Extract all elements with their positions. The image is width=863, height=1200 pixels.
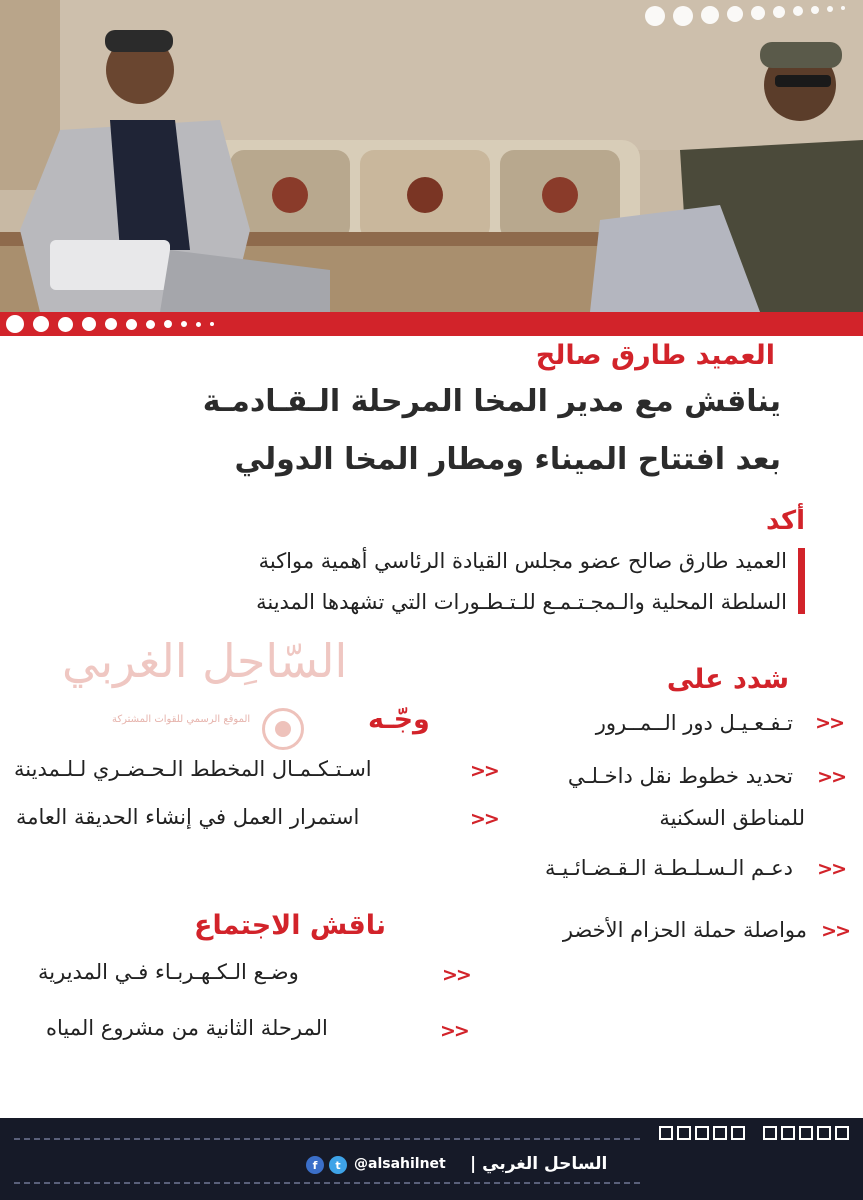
watermark-subtitle: الموقع الرسمي للقوات المشتركة	[112, 714, 251, 725]
watermark-title: السّاحِل الغربي	[62, 634, 348, 688]
footer-divider	[14, 1182, 640, 1184]
directed-item-1: اسـتـكـمـال المخطط الـحـضـري لـلـمدينة	[14, 757, 372, 781]
emphasized-item-3: دعـم الـسـلـطـة الـقـضـائـيـة	[544, 856, 793, 880]
meeting-photo-illustration	[0, 0, 863, 312]
twitter-icon[interactable]: t	[329, 1156, 347, 1174]
confirmed-line-2: السلطة المحلية والـمجـتـمـع للـتـطـورات التي تشهدها المدينة	[256, 590, 787, 614]
arrow-icon: >>	[817, 766, 845, 788]
arrow-icon: >>	[821, 920, 849, 942]
arrow-icon: >>	[442, 964, 470, 986]
social-icons	[306, 1156, 347, 1174]
discussed-heading: ناقش الاجتماع	[194, 910, 387, 941]
emphasized-item-1: تـفـعـيـل دور الــمــرور	[595, 711, 793, 735]
decorative-dots-top	[645, 6, 845, 26]
directed-item-2: استمرار العمل في إنشاء الحديقة العامة	[16, 805, 360, 829]
emphasized-heading: شدد على	[666, 664, 789, 695]
footer-handle[interactable]: @alsahilnet	[354, 1156, 446, 1172]
arrow-icon: >>	[470, 760, 498, 782]
watermark-logo-icon	[262, 708, 304, 750]
discussed-item-1: وضـع الـكـهـربـاء فـي المديرية	[38, 960, 299, 984]
confirmed-label: أكد	[765, 506, 805, 536]
arrow-icon: >>	[470, 808, 498, 830]
arrow-icon: >>	[440, 1020, 468, 1042]
confirmed-line-1: العميد طارق صالح عضو مجلس القيادة الرئاسي أهمية مواكبة	[258, 549, 787, 573]
quote-bar	[798, 548, 805, 614]
decorative-squares	[659, 1126, 849, 1140]
headline-kicker: العميد طارق صالح	[535, 340, 775, 371]
emphasized-item-2-cont: للمناطق السكنية	[659, 806, 805, 830]
emphasized-item-4: مواصلة حملة الحزام الأخضر	[562, 918, 807, 942]
directed-heading: وجّـه	[368, 704, 430, 735]
facebook-icon[interactable]: f	[306, 1156, 324, 1174]
footer-divider	[14, 1138, 640, 1140]
header-photo	[0, 0, 863, 312]
footer-brand: الساحل الغربي |	[470, 1154, 608, 1174]
arrow-icon: >>	[815, 712, 843, 734]
decorative-dots-band	[6, 315, 214, 333]
headline-line-2: بعد افتتاح الميناء ومطار المخا الدولي	[234, 442, 781, 477]
headline-line-1: يناقش مع مدير المخا المرحلة الـقـادمـة	[202, 384, 781, 419]
emphasized-item-2: تحديد خطوط نقل داخـلـي	[567, 764, 793, 788]
discussed-item-2: المرحلة الثانية من مشروع المياه	[46, 1016, 328, 1040]
arrow-icon: >>	[817, 858, 845, 880]
